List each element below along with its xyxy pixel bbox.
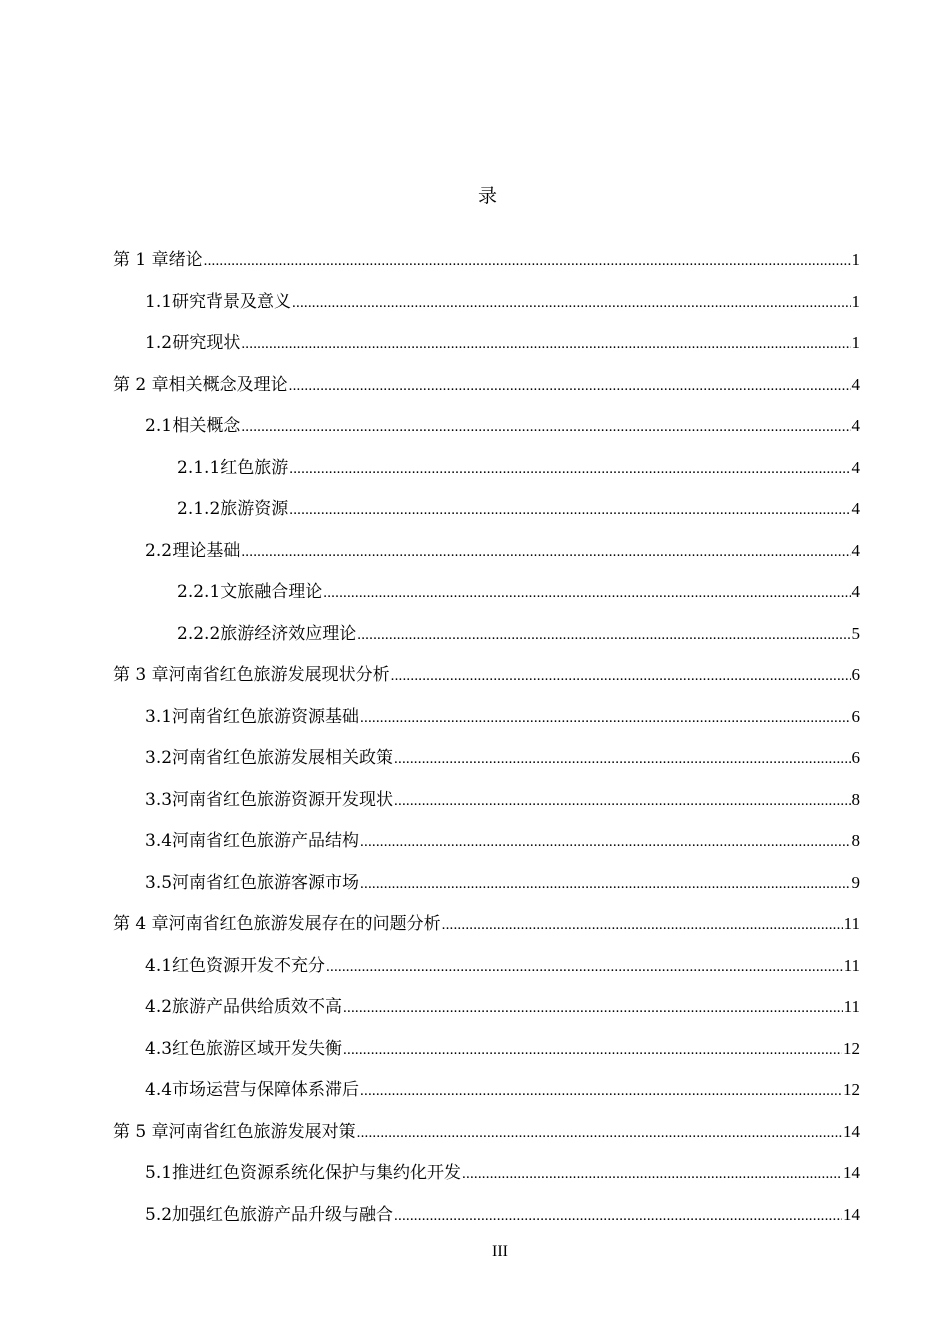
toc-entry-page: 8 [851,790,860,809]
toc-entry[interactable] [113,662,860,688]
toc-entry-number: 3.4 [145,831,173,851]
toc-entry-title: 河南省红色旅游发展相关政策 [172,748,394,768]
toc-entry-page: 4 [851,541,860,560]
toc-dot-leader [343,995,843,1021]
toc-entry-title: 相关概念及理论 [168,375,288,395]
toc-entry-number: 第 5 章 [113,1122,169,1142]
toc-entry[interactable] [145,538,860,564]
toc-entry-page: 4 [851,499,860,518]
page-title: 录 [477,185,497,207]
toc-dot-leader [323,580,850,606]
toc-dot-leader [204,248,851,274]
toc-entry-number: 3.2 [145,748,173,768]
toc-entry-number: 5.1 [145,1163,173,1183]
toc-entry-number: 4.3 [145,1039,173,1059]
toc-entry-title: 河南省红色旅游发展对策 [168,1122,356,1142]
toc-dot-leader [326,954,843,980]
toc-entry[interactable] [145,330,860,356]
toc-dot-leader [394,788,850,814]
toc-dot-leader [357,622,850,648]
toc-entry-number: 2.1.1 [177,458,221,478]
toc-entry-title: 旅游经济效应理论 [220,624,357,644]
toc-entry-number: 4.2 [145,997,173,1017]
toc-entry-number: 第 4 章 [113,914,169,934]
toc-entry-number: 第 3 章 [113,665,169,685]
toc-entry-title: 研究背景及意义 [172,292,292,312]
toc-entry[interactable] [113,911,860,937]
toc-entry[interactable] [145,1160,860,1186]
toc-entry-title: 市场运营与保障体系滞后 [172,1080,360,1100]
toc-entry-number: 第 1 章 [113,250,169,270]
toc-entry[interactable] [145,953,860,979]
toc-dot-leader [462,1161,842,1187]
toc-entry-title: 研究现状 [172,333,241,353]
toc-entry-page: 11 [843,956,860,975]
toc-entry[interactable] [177,621,860,647]
toc-dot-leader [394,1203,842,1229]
toc-entry[interactable] [145,1077,860,1103]
toc-dot-leader [241,414,850,440]
toc-entry-title: 河南省红色旅游资源开发现状 [172,790,394,810]
toc-entry-page: 6 [851,707,860,726]
toc-entry-number: 1.2 [145,333,173,353]
toc-entry-page: 4 [851,416,860,435]
toc-entry-page: 6 [851,748,860,767]
toc-entry-page: 5 [851,624,860,643]
toc-entry-page: 9 [851,873,860,892]
toc-entry-page: 4 [851,458,860,477]
toc-entry-page: 8 [851,831,860,850]
toc-dot-leader [360,705,850,731]
toc-dot-leader [289,497,850,523]
toc-entry-title: 红色旅游区域开发失衡 [172,1039,343,1059]
toc-entry-title: 加强红色旅游产品升级与融合 [172,1205,394,1225]
toc-entry-page: 14 [843,1205,860,1224]
toc-entry-number: 1.1 [145,292,173,312]
toc-entry-title: 推进红色资源系统化保护与集约化开发 [172,1163,462,1183]
toc-entry[interactable] [145,787,860,813]
toc-entry-number: 2.2 [145,541,173,561]
toc-dot-leader [289,456,850,482]
toc-entry-page: 14 [843,1122,860,1141]
toc-dot-leader [289,373,851,399]
toc-entry-page: 1 [851,333,860,352]
toc-entry-number: 2.1.2 [177,499,221,519]
toc-entry-page: 4 [851,582,860,601]
toc-dot-leader [292,290,850,316]
toc-entry-title: 绪论 [168,250,203,270]
toc-entry-title: 旅游资源 [220,499,289,519]
toc-entry[interactable] [177,455,860,481]
toc-entry-number: 4.4 [145,1080,173,1100]
toc-dot-leader [394,746,850,772]
toc-entry-number: 5.2 [145,1205,173,1225]
toc-entry[interactable] [145,745,860,771]
toc-entry-title: 相关概念 [172,416,241,436]
toc-entry-title: 河南省红色旅游发展现状分析 [168,665,390,685]
toc-entry[interactable] [145,413,860,439]
toc-entry-title: 文旅融合理论 [220,582,323,602]
toc-entry[interactable] [145,289,860,315]
toc-entry-title: 河南省红色旅游客源市场 [172,873,360,893]
toc-entry-number: 2.1 [145,416,173,436]
toc-entry[interactable] [145,1202,860,1228]
toc-dot-leader [442,912,843,938]
toc-entry-number: 3.3 [145,790,173,810]
toc-dot-leader [357,1120,842,1146]
toc-entry[interactable] [177,579,860,605]
toc-entry[interactable] [145,1036,860,1062]
toc-entry-title: 河南省红色旅游产品结构 [172,831,360,851]
toc-entry[interactable] [145,704,860,730]
toc-entry-title: 旅游产品供给质效不高 [172,997,343,1017]
toc-entry-title: 理论基础 [172,541,241,561]
toc-entry-title: 河南省红色旅游发展存在的问题分析 [168,914,441,934]
toc-entry-page: 1 [851,292,860,311]
toc-entry-number: 3.5 [145,873,173,893]
toc-entry[interactable] [145,870,860,896]
toc-dot-leader [241,331,850,357]
toc-entry[interactable] [113,372,860,398]
toc-entry-number: 2.2.2 [177,624,221,644]
page-number: III [492,1243,508,1260]
toc-dot-leader [241,539,850,565]
toc-entry-title: 红色旅游 [220,458,289,478]
toc-entry[interactable] [145,828,860,854]
toc-entry-page: 12 [843,1039,860,1058]
toc-entry[interactable] [113,247,860,273]
toc-entry-title: 河南省红色旅游资源基础 [172,707,360,727]
toc-entry-page: 11 [843,914,860,933]
toc-entry-page: 4 [851,375,860,394]
toc-entry-number: 2.2.1 [177,582,221,602]
toc-entry[interactable] [145,994,860,1020]
toc-entry-number: 3.1 [145,707,173,727]
toc-entry[interactable] [177,496,860,522]
toc-entry-number: 4.1 [145,956,173,976]
toc-dot-leader [360,829,850,855]
toc-entry-number: 第 2 章 [113,375,169,395]
toc-entry-page: 1 [851,250,860,269]
toc-dot-leader [360,1078,842,1104]
toc-entry-page: 12 [843,1080,860,1099]
toc-dot-leader [391,663,851,689]
toc-dot-leader [343,1037,842,1063]
toc-dot-leader [360,871,850,897]
toc-entry-title: 红色资源开发不充分 [172,956,326,976]
toc-entry-page: 6 [851,665,860,684]
toc-entry-page: 14 [843,1163,860,1182]
toc-entry-page: 11 [843,997,860,1016]
toc-entry[interactable] [113,1119,860,1145]
